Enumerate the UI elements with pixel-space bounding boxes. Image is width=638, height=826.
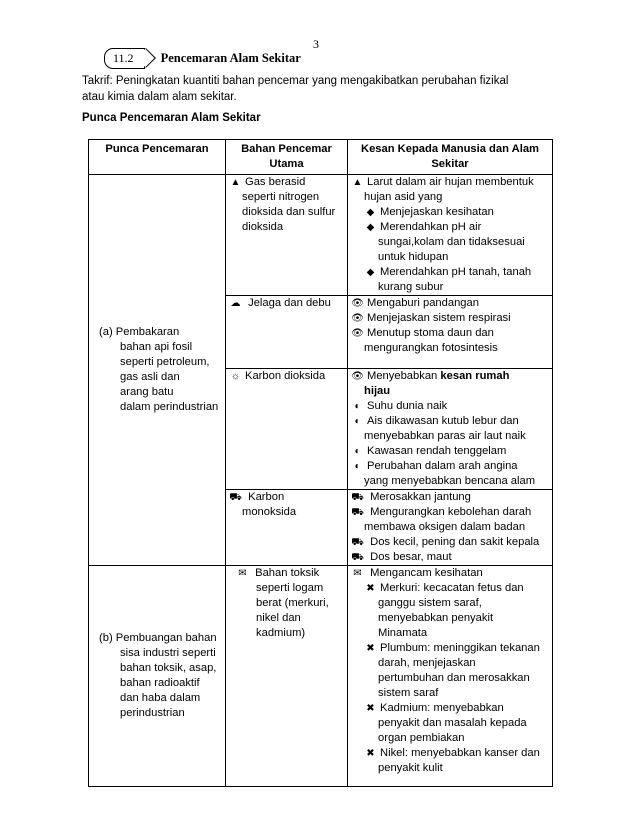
cross-icon: ✖	[366, 583, 375, 594]
table-row	[89, 175, 553, 296]
globe-icon: ◐	[354, 416, 361, 427]
truck-icon: ⛟	[351, 507, 364, 518]
effects-cell: ⛟ Merosakkan jantung ⛟ Mengurangkan kebolehan darah membawa oksigen dalam badan ⛟ Dos kecil, pening dan sakit kepala ⛟ Dos besar, maut	[348, 490, 553, 566]
definition	[82, 73, 552, 105]
pollutant-cell: ⛟ Karbon monoksida	[226, 490, 348, 566]
table-header-row	[89, 140, 553, 175]
cross-icon: ✖	[366, 643, 375, 654]
source-cell: (b) Pembuangan bahan sisa industri seperti bahan toksik, asap, bahan radioaktif dan haba dalam perindustrian	[89, 566, 226, 787]
cross-icon: ✖	[366, 703, 375, 714]
eye-icon: 👁	[351, 298, 364, 309]
page-number: 3	[313, 37, 319, 51]
effects-cell: 👁 Menyebabkan kesan rumah hijau ◐ Suhu dunia naik ◐ Ais dikawasan kutub lebur dan menyebabkan paras air laut naik ◐ Kawasan rendah tenggelam ◐ Perubahan dalam arah angina yang menyebabkan bencana alam	[348, 369, 553, 490]
eye-icon: 👁	[351, 313, 364, 324]
definition-line: atau kimia dalam alam sekitar.	[82, 91, 237, 103]
globe-icon: ◐	[354, 446, 361, 457]
section-heading	[104, 48, 301, 68]
effects-cell: ✉ Mengancam kesihatan ✖ Merkuri: kecacatan fetus dan ganggu sistem saraf, menyebabkan penyakit Minamata ✖ Plumbum: meninggikan tekanan darah, menjejaskan pertumbuhan dan merosakkan sistem saraf ✖ Kadmium: menyebabkan penyakit dan masalah kepada organ pembiakan ✖ Nikel: menyebabkan kanser dan penyakit kulit	[348, 566, 553, 787]
header-pollutant: Bahan Pencemar Utama	[226, 140, 348, 175]
table-row	[89, 566, 553, 787]
triangle-icon: ▲	[230, 177, 241, 188]
effects-cell: 👁 Mengaburi pandangan 👁 Menjejaskan sistem respirasi 👁 Menutup stoma daun dan mengurangkan fotosintesis	[348, 296, 553, 369]
pollutant-cell: ✉ Bahan toksik seperti logam berat (merkuri, nikel dan kadmium)	[226, 566, 348, 787]
triangle-icon: ▲	[352, 177, 363, 188]
cloud-icon: ☁	[230, 298, 241, 309]
diamond-icon: ◆	[366, 207, 375, 218]
mail-icon: ✉	[238, 568, 247, 579]
truck-icon: ⛟	[351, 492, 364, 503]
eye-icon: 👁	[351, 371, 364, 382]
pollutant-cell: ☁ Jelaga dan debu	[226, 296, 348, 369]
mail-icon: ✉	[353, 568, 362, 579]
globe-icon: ◐	[354, 401, 361, 412]
effects-cell: ▲ Larut dalam air hujan membentuk hujan asid yang ◆ Menjejaskan kesihatan ◆ Merendahkan pH air sungai,kolam dan tidaksesuai untuk hidupan ◆ Merendahkan pH tanah, tanah kurang subur	[348, 175, 553, 296]
truck-icon: ⛟	[351, 552, 364, 563]
globe-icon: ◐	[354, 461, 361, 472]
sun-icon: ☼	[230, 371, 241, 382]
definition-line: Takrif: Peningkatan kuantiti bahan pencemar yang mengakibatkan perubahan fizikal	[82, 75, 509, 87]
source-cell: (a) Pembakaran bahan api fosil seperti petroleum, gas asli dan arang batu dalam perindustrian	[89, 175, 226, 566]
truck-icon: ⛟	[229, 492, 242, 503]
header-source: Punca Pencemaran	[89, 140, 226, 175]
pollutant-cell: ☼ Karbon dioksida	[226, 369, 348, 490]
diamond-icon: ◆	[366, 222, 375, 233]
cross-icon: ✖	[366, 748, 375, 759]
subheading: Punca Pencemaran Alam Sekitar	[82, 112, 261, 124]
section-title: Pencemaran Alam Sekitar	[160, 50, 301, 65]
pollutant-cell: ▲ Gas berasid seperti nitrogen dioksida dan sulfur dioksida	[226, 175, 348, 296]
section-number-badge: 11.2	[104, 48, 145, 69]
truck-icon: ⛟	[351, 537, 364, 548]
pollution-sources-table	[88, 139, 553, 787]
header-effects: Kesan Kepada Manusia dan Alam Sekitar	[348, 140, 553, 175]
diamond-icon: ◆	[366, 267, 375, 278]
eye-icon: 👁	[351, 328, 364, 339]
